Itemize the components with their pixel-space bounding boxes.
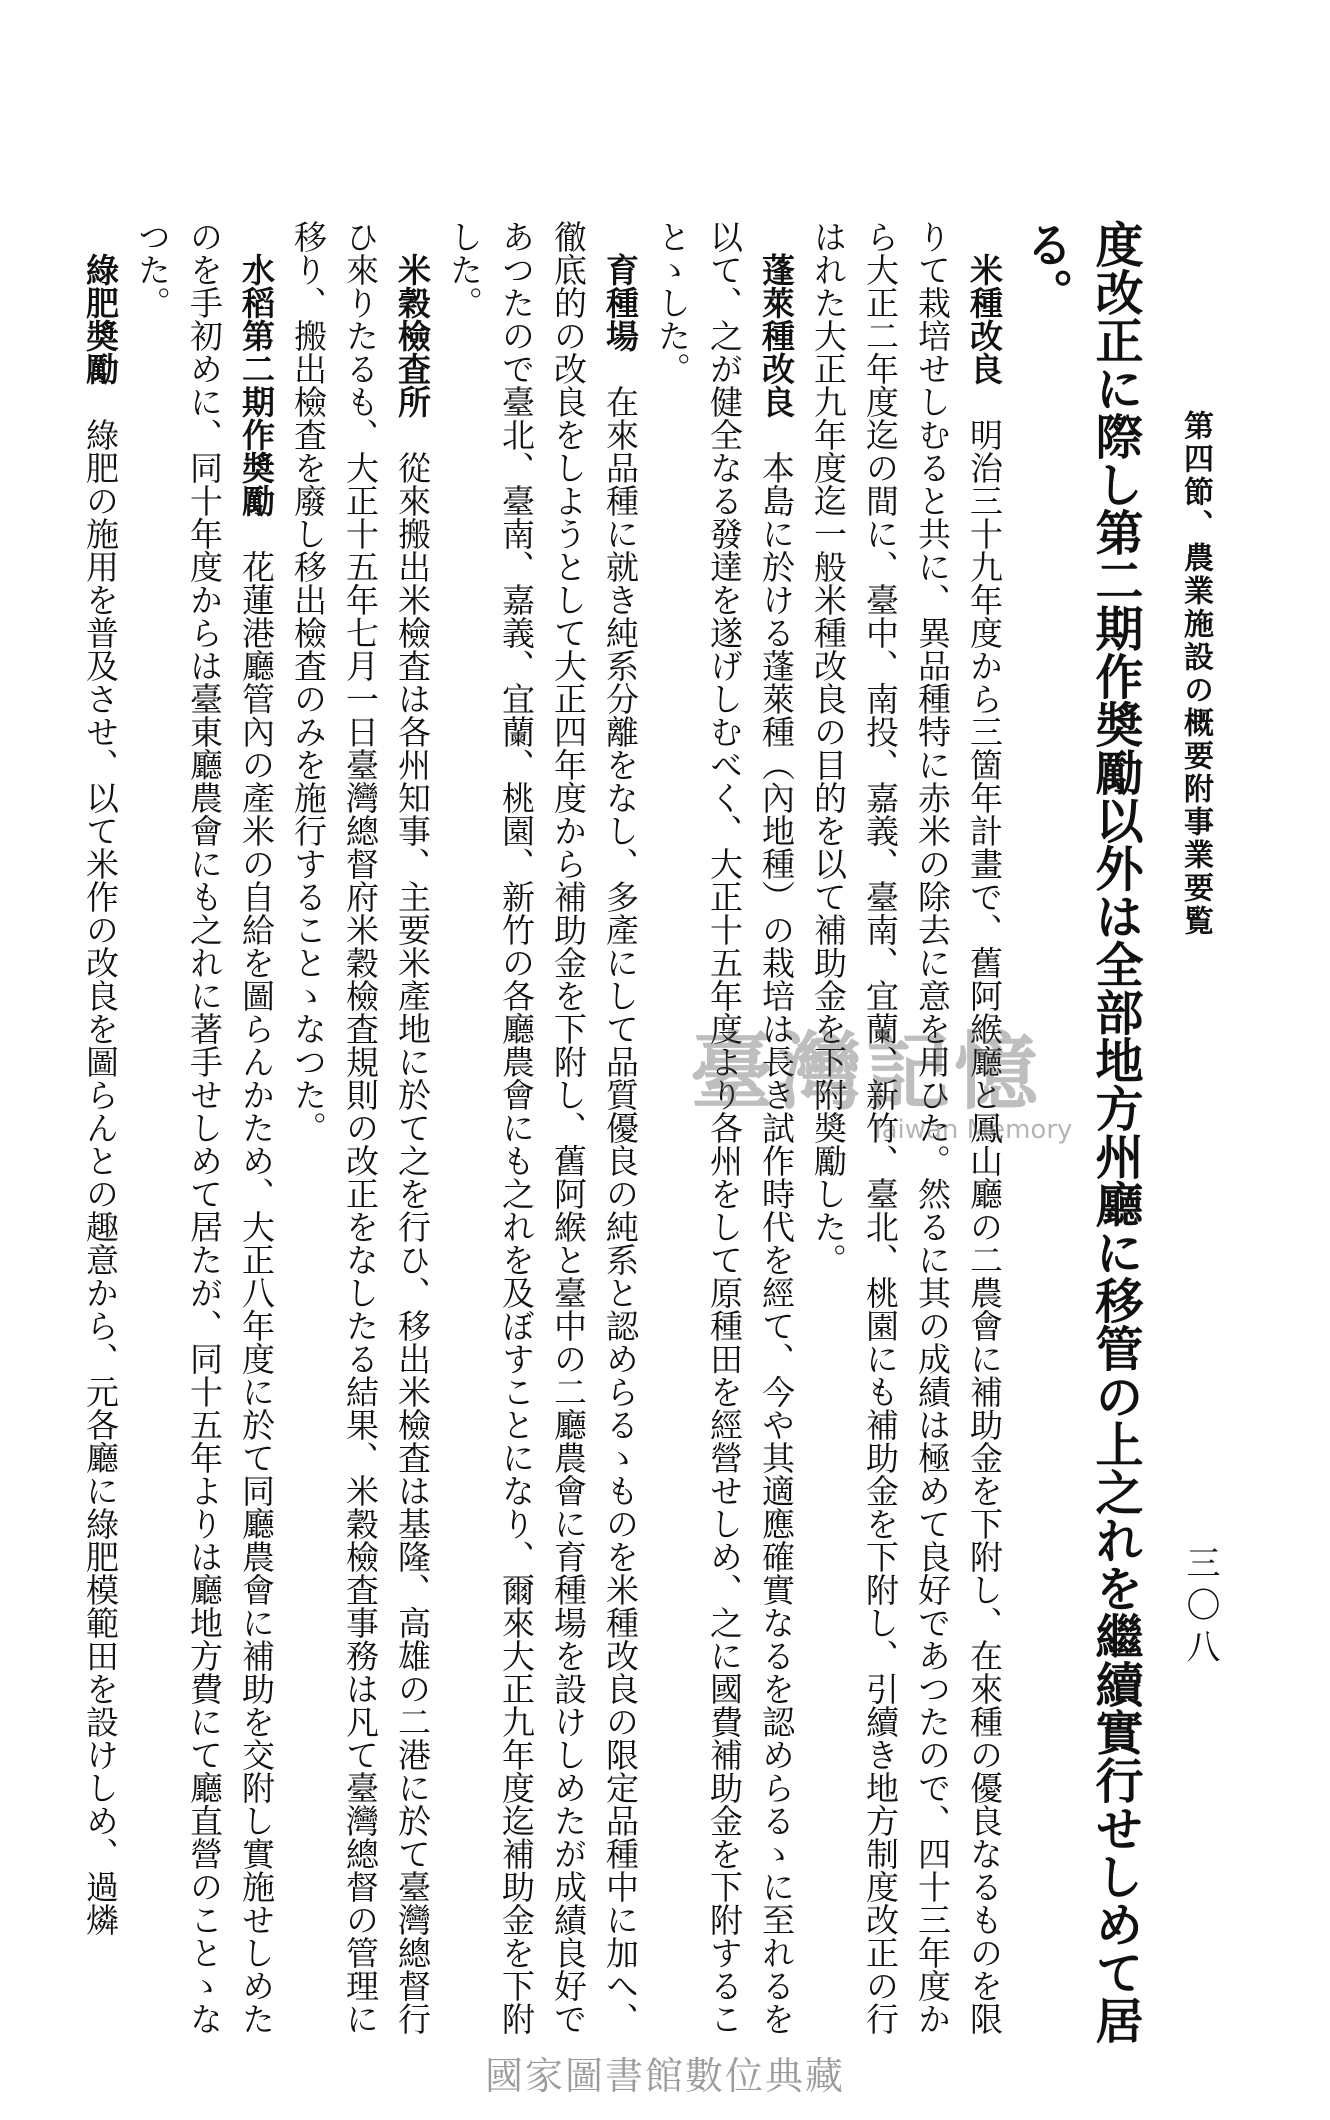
running-head: 第四節、農業施設の概要附事業要覧 bbox=[1178, 410, 1213, 938]
section-text: 從來搬出米檢査は各州知事、主要米產地に於て之を行ひ、移出米檢査は基隆、高雄の二港に於て臺灣總督行ひ來りたるも、大正十五年七月一日臺灣總督府米穀檢査規則の改正をなしたる結果、米穀檢査事務は凡て臺灣總督の管理に移り、搬出檢査を廢し移出檢査のみを施行することゝなつた。 bbox=[289, 220, 432, 2035]
page-number: 三〇八 bbox=[1180, 1545, 1220, 1671]
section-text: 花蓮港廳管內の產米の自給を圖らんかため、大正八年度に於て同廳農會に補助を交附し實施せしめたのを手初めに、同十年度からは臺東廳農會にも之れに著手せしめて居たが、同十五年よりは廳地方費にて廳直營のことゝなつた。 bbox=[133, 220, 276, 2035]
watermark-logo: 臺灣記憶 bbox=[690, 1022, 1043, 1121]
paragraph-rice-inspection bbox=[282, 220, 438, 2050]
section-text: 本島に於ける蓬萊種（內地種）の栽培は長き試作時代を經て、今や其適應確實なるを認めらるゝに至れるを以て、之が健全なる發達を遂げしむべく、大正十五年度より各州をして原種田を經營せしめ、之に國費補助金を下附することゝした。 bbox=[653, 220, 796, 2035]
footer-credit: 國家圖書館數位典藏 bbox=[484, 2054, 845, 2098]
section-text: 明治三十九年度から三箇年計畫で、舊阿緱廳と鳳山廳の二農會に補助金を下附し、在來種の優良なるものを限りて栽培せしむると共に、異品種特に赤米の除去に意を用ひた。然るに其の成績は極めて良好であつたので、四十三年度から大正二年度迄の間に、臺中、南投、嘉義、臺南、宜蘭、新竹、臺北、桃園にも補助金を下附し、引續き地方制度改正の行はれた大正九年度迄一般米種改良の目的を以て補助金を下附奬勵した。 bbox=[809, 220, 1004, 2035]
paragraph-green-manure bbox=[74, 220, 126, 2050]
section-heading: 綠肥奬勵 bbox=[81, 253, 120, 385]
paragraph-horai-rice bbox=[646, 220, 802, 2050]
paragraph-second-crop bbox=[126, 220, 282, 2050]
section-text: 在來品種に就き純系分離をなし、多產にして品質優良の純系と認めらるゝものを米種改良の限定品種中に加へ、徹底的の改良をしようとして大正四年度から補助金を下附し、舊阿緱と臺中の二廳農會に育種場を設けしめたが成績良好であつたので臺北、臺南、嘉義、宜蘭、桃園、新竹の各廳農會にも之れを及ぼすことになり、爾來大正九年度迄補助金を下附した。 bbox=[445, 220, 640, 2035]
watermark-subtext: Taiwan Memory bbox=[870, 1115, 1073, 1145]
section-heading: 米種改良 bbox=[965, 253, 1004, 385]
lead-paragraph: 度改正に際し第二期作奬勵以外は全部地方州廳に移管の上之れを繼續實行せしめて居る。 bbox=[1017, 220, 1143, 2044]
section-heading: 蓬萊種改良 bbox=[757, 253, 796, 418]
section-text: 綠肥の施用を普及させ、以て米作の改良を圖らんとの趣意から、元各廳に綠肥模範田を設けしめ、過燐 bbox=[81, 418, 120, 1936]
section-heading: 米穀檢査所 bbox=[393, 253, 432, 418]
section-heading: 水稻第二期作奬勵 bbox=[237, 253, 276, 517]
section-heading: 育種場 bbox=[601, 253, 640, 352]
paragraph-breeding-station bbox=[438, 220, 646, 2050]
